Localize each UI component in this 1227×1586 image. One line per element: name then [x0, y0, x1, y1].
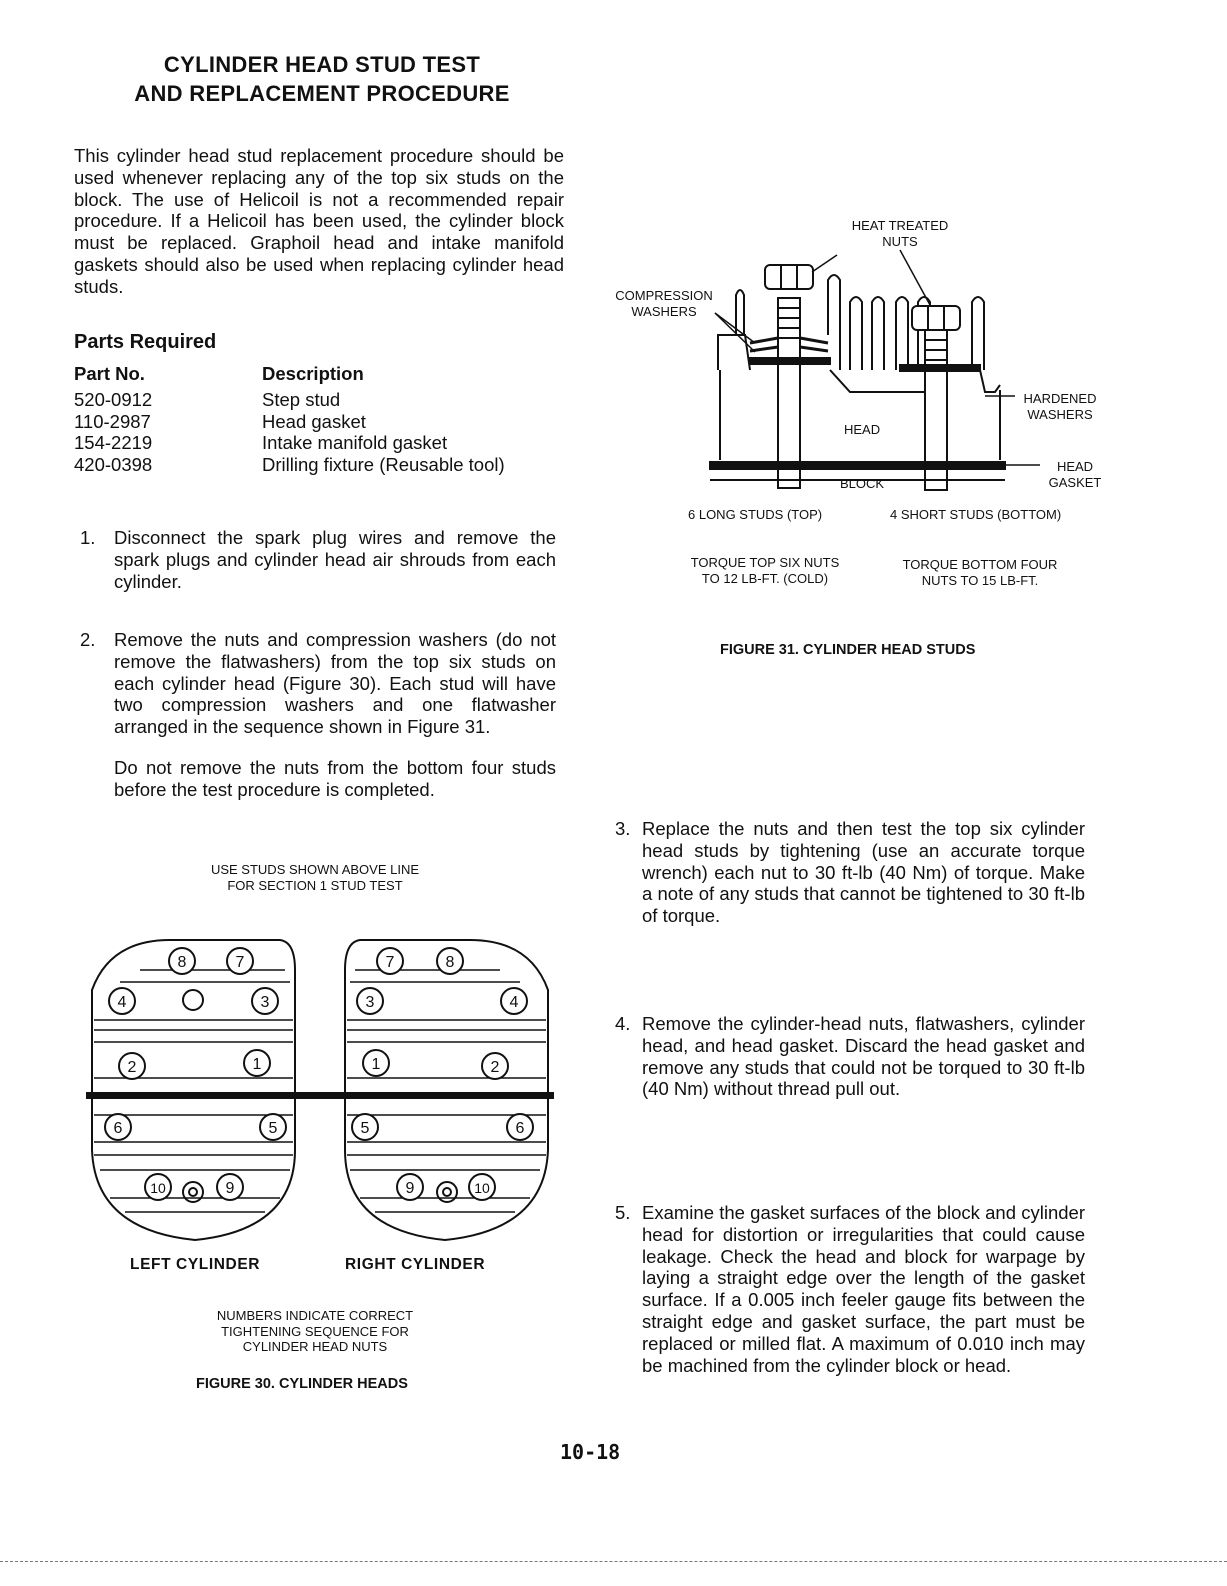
hardened-washer — [900, 365, 980, 371]
cooling-fin — [896, 297, 908, 370]
part-number: 420-0398 — [74, 454, 153, 476]
figure-31-caption: FIGURE 31. CYLINDER HEAD STUDS — [720, 642, 976, 658]
spark-plug-hole — [183, 990, 203, 1010]
step-number: 2. — [80, 629, 96, 650]
parts-part-column — [74, 363, 244, 476]
flat-washer — [750, 358, 830, 364]
torque-top-note: TORQUE TOP SIX NUTS TO 12 LB-FT. (COLD) — [690, 555, 840, 586]
step-4 — [615, 1013, 1085, 1100]
spark-plug-hole — [183, 1182, 203, 1202]
use-studs-note: USE STUDS SHOWN ABOVE LINE FOR SECTION 1 STUD TEST — [210, 862, 420, 893]
stud-number: 1 — [371, 1056, 381, 1073]
stud-number: 3 — [260, 994, 270, 1011]
stud-number: 9 — [225, 1180, 235, 1197]
head-gasket-line — [710, 462, 1005, 469]
spark-plug-hole — [437, 1182, 457, 1202]
cylinder-heads-diagram — [80, 930, 560, 1260]
step-2 — [80, 629, 556, 801]
stud-number: 8 — [445, 954, 455, 971]
cooling-fin — [850, 297, 862, 370]
right-cylinder-label: RIGHT CYLINDER — [345, 1256, 486, 1273]
stud-number: 6 — [113, 1120, 123, 1137]
scan-edge-line — [0, 1561, 1227, 1562]
step-1 — [80, 527, 556, 592]
stud-number: 2 — [127, 1059, 137, 1076]
step-text: Examine the gasket surfaces of the block and cylinder head for distortion or irregularities that could cause leakage. Check the head and block for warpage by laying a straight edge over the length of the gasket surface. If a 0.005 inch feeler gauge fits between the straight edge and gasket surface, the part must be replaced or milled flat. A maximum of 0.010 inch may be machined from the cylinder block or head. — [642, 1202, 1085, 1376]
page-number: 10-18 — [560, 1440, 621, 1464]
cooling-fin — [828, 275, 840, 370]
leader-line — [812, 255, 837, 272]
title-line-2: AND REPLACEMENT PROCEDURE — [134, 81, 510, 106]
heat-treated-nut — [912, 306, 960, 330]
step-number: 3. — [615, 818, 631, 839]
step-3 — [615, 818, 1085, 927]
tightening-sequence-note: NUMBERS INDICATE CORRECT TIGHTENING SEQUENCE FOR CYLINDER HEAD NUTS — [216, 1308, 414, 1354]
label-block: BLOCK — [840, 476, 885, 491]
step-number: 1. — [80, 527, 96, 548]
label-head: HEAD — [844, 422, 881, 437]
stud-number: 8 — [177, 954, 187, 971]
section-1-line — [86, 1092, 554, 1099]
part-number: 520-0912 — [74, 388, 153, 410]
parts-col-desc-header: Description — [262, 363, 364, 384]
step-text: Disconnect the spark plug wires and remove the spark plugs and cylinder head air shrouds from each cylinder. — [114, 527, 556, 592]
stud-number: 7 — [385, 954, 395, 971]
stud-number: 1 — [252, 1056, 262, 1073]
parts-col-part-header: Part No. — [74, 363, 145, 384]
heat-treated-nut — [765, 265, 813, 289]
stud-number: 5 — [360, 1120, 370, 1137]
stud-number: 5 — [268, 1120, 278, 1137]
label-heat-treated-nuts: HEAT TREATED NUTS — [851, 218, 949, 249]
stud-number: 10 — [474, 1180, 490, 1196]
stud-number: 7 — [235, 954, 245, 971]
cooling-fin — [736, 290, 744, 335]
spark-plug-hole-center — [443, 1188, 451, 1196]
part-description: Drilling fixture (Reusable tool) — [262, 454, 505, 476]
stud-number: 9 — [405, 1180, 415, 1197]
step-text: Replace the nuts and then test the top six cylinder head studs by tightening (use an accurate torque wrench) each nut to 30 ft-lb (40 Nm) of torque. Make a note of any studs that cannot be tightened to 30 ft-lb of torque. — [642, 818, 1085, 927]
figure-30 — [80, 930, 560, 1260]
step-text: Remove the nuts and compression washers (do not remove the flatwashers) from the top six studs on each cylinder head (Figure 30). Each stud will have two compression washers and one flatwasher arranged in the sequence shown in Figure 31. — [114, 629, 556, 738]
cooling-fin — [872, 297, 884, 370]
part-description: Head gasket — [262, 410, 366, 432]
label-hardened-washers: HARDENED WASHERS — [1023, 391, 1097, 422]
step-5 — [615, 1202, 1085, 1376]
intro-paragraph: This cylinder head stud replacement procedure should be used whenever replacing any of the top six studs on the block. The use of Helicoil is not a recommended repair procedure. If a Helicoil has been used, the cylinder block must be replaced. Graphoil head and intake manifold gaskets should also be used when replacing cylinder head studs. — [74, 145, 564, 297]
head-sides — [720, 370, 1000, 460]
parts-desc-column — [262, 363, 562, 476]
cooling-fin — [972, 297, 984, 370]
title-line-1: CYLINDER HEAD STUD TEST — [163, 52, 481, 77]
page-title — [72, 50, 572, 108]
step-number: 4. — [615, 1013, 631, 1034]
figure-30-caption: FIGURE 30. CYLINDER HEADS — [196, 1376, 408, 1392]
part-description: Intake manifold gasket — [262, 432, 448, 454]
label-head-gasket: HEAD GASKET — [1048, 459, 1102, 490]
torque-bottom-note: TORQUE BOTTOM FOUR NUTS TO 15 LB-FT. — [902, 557, 1058, 588]
part-description: Step stud — [262, 388, 341, 410]
stud-number: 10 — [150, 1180, 166, 1196]
stud-number: 2 — [490, 1059, 500, 1076]
part-number: 154-2219 — [74, 432, 153, 454]
label-long-studs: 6 LONG STUDS (TOP) — [688, 507, 823, 522]
long-stud — [778, 298, 800, 488]
figure-31 — [600, 210, 1120, 530]
stud-number: 3 — [365, 994, 375, 1011]
label-short-studs: 4 SHORT STUDS (BOTTOM) — [890, 507, 1062, 522]
label-compression-washers: COMPRESSION WASHERS — [615, 288, 713, 319]
step-number: 5. — [615, 1202, 631, 1223]
stud-number: 4 — [509, 994, 519, 1011]
spark-plug-hole-center — [189, 1188, 197, 1196]
parts-heading: Parts Required — [74, 331, 217, 353]
stud-number: 4 — [117, 994, 127, 1011]
step-note: Do not remove the nuts from the bottom four studs before the test procedure is completed. — [114, 756, 556, 800]
left-cylinder-label: LEFT CYLINDER — [130, 1256, 261, 1273]
stud-number: 6 — [515, 1120, 525, 1137]
step-text: Remove the cylinder-head nuts, flatwashers, cylinder head, and head gasket. Discard the head gasket and remove any studs that could not be torqued to 30 ft-lb (40 Nm) without thread pull out. — [642, 1013, 1085, 1100]
part-number: 110-2987 — [74, 410, 151, 432]
